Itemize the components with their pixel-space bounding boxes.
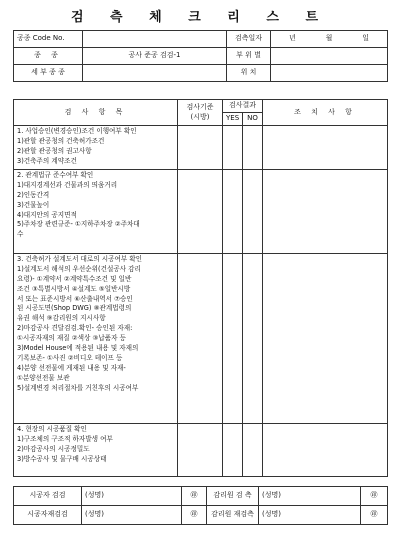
col-criteria-label: 검사기준 [186,103,214,112]
seal-mark: ㊞ [182,506,207,525]
section-item: 4)분양 선전물에 게재된 내용 및 자재- [17,363,126,372]
seal-mark: ㊞ [361,487,388,506]
section-4-action-cell[interactable] [263,424,388,477]
location-field[interactable] [271,65,388,82]
supervisor-inspect-sign[interactable]: (성명) [259,487,361,506]
section-item: 유권 해석 ⑨감리원의 지시사항 [17,314,106,323]
section-1-items [14,126,178,170]
contractor-material-sign[interactable]: (성명) [82,506,182,525]
col-item-header: 검 사 항 목 [14,100,178,126]
section-2-criteria-cell[interactable] [178,170,223,254]
section-heading: 2. 관계법규 준수여부 확인 [17,171,94,179]
inspection-table [13,99,388,477]
section-heading: 4. 현장의 시공품질 확인 [17,425,87,433]
part-label: 부 위 별 [227,48,271,65]
col-criteria-header [178,100,223,126]
section-item: 1)구조체의 구조적 하자발생 여부 [17,434,113,443]
section-1-criteria-cell[interactable] [178,126,223,170]
section-4-items [14,424,178,477]
section-item: 2)관할 관공청의 권고사항 [17,146,92,155]
section-item: 조건 ③특별시방서 ④설계도 ⑤일반시방 [17,284,131,293]
section-4-yes-cell[interactable] [223,424,243,477]
date-day-label: 일 [362,34,370,43]
signature-table [13,486,388,525]
work-field[interactable]: 공사 준공 검검-1 [83,48,227,65]
location-label: 위 치 [227,65,271,82]
section-item: 3)건축주의 계약조건 [17,156,77,165]
contractor-inspect-label: 시공자 검검 [14,487,82,506]
section-item: 된 시공도면(Shop DWG) ⑧관계법령의 [17,304,132,313]
section-item: 5)주차장 관련규준- ①지하주차장 ②주차대 [17,220,140,229]
header-info-table [13,30,388,82]
section-2-action-cell[interactable] [263,170,388,254]
supervisor-inspect-label: 감리원 검 측 [207,487,259,506]
section-4-no-cell[interactable] [243,424,263,477]
date-field[interactable] [271,31,388,48]
section-heading: 3. 건축허가 설계도서 대로의 시공여부 확인 [17,255,143,263]
seal-mark: ㊞ [182,487,207,506]
detail-field[interactable] [83,65,227,82]
section-item: 3)Model House에 적용된 내용 및 자재의 [17,344,139,353]
section-item: 수 [17,230,24,239]
section-item: 4)대지안의 공지면적 [17,210,77,219]
supervisor-reinspect-label: 감리원 재검측 [207,506,259,525]
section-item: 1)관할 관공청의 건축허가조건 [17,136,105,145]
section-2-no-cell[interactable] [243,170,263,254]
col-yes-header: YES [223,113,243,126]
page-title: 검 측 체 크 리 스 트 [70,10,330,25]
section-item: 1)대지경계선과 건물과의 띄움거리 [17,180,118,189]
section-3-criteria-cell[interactable] [178,254,223,424]
work-label: 종 종 [14,48,83,65]
section-1-no-cell[interactable] [243,126,263,170]
section-item: 3)건물높이 [17,200,50,209]
code-field[interactable] [83,31,227,48]
col-result-header: 검사결과 [223,100,263,113]
date-year-label: 년 [288,34,296,43]
section-3-no-cell[interactable] [243,254,263,424]
contractor-material-label: 시공자재검검 [14,506,82,525]
seal-mark: ㊞ [361,506,388,525]
col-criteria-sub: (시방) [190,112,210,121]
section-3-items [14,254,178,424]
section-1-action-cell[interactable] [263,126,388,170]
section-item: ①분양선전물 보관 [17,373,70,382]
section-item: 기록보존- ①사진 ②비디오 테이프 등 [17,353,123,362]
section-item: 5)설계변경 처리절차를 거친후의 시공여부 [17,383,139,392]
col-action-header: 조 치 사 항 [263,100,388,126]
section-3-yes-cell[interactable] [223,254,243,424]
section-4-criteria-cell[interactable] [178,424,223,477]
section-2-items [14,170,178,254]
section-2-yes-cell[interactable] [223,170,243,254]
code-label: 공종 Code No. [14,31,83,48]
date-month-label: 월 [325,34,333,43]
section-3-action-cell[interactable] [263,254,388,424]
section-1-yes-cell[interactable] [223,126,243,170]
section-item: 서 또는 표준시방서 ⑥산출내역서 ⑦승인 [17,294,133,303]
section-item: ①시공자재의 재질 ②색상 ③납품자 등 [17,334,126,343]
detail-label: 세 부 종 종 [14,65,83,82]
section-item: 1)설계도서 해석의 우선순위(건설공사 감리 [17,264,141,273]
section-heading: 1. 사업승인(변경승인)조건 이행여부 확인 [17,127,137,135]
supervisor-reinspect-sign[interactable]: (성명) [259,506,361,525]
section-item: 2)인동간격 [17,190,50,199]
contractor-inspect-sign[interactable]: (성명) [82,487,182,506]
section-item: 2)마감공사 견달검검.확인- 승인된 자재: [17,324,133,333]
date-label: 검측일자 [227,31,271,48]
section-item: 요령)- ①계약서 ②계약특수조건 및 일반 [17,274,132,283]
section-item: 3)방수공사 및 물구배 시공상태 [17,454,107,463]
section-item: 2)마감공사의 시공정밀도 [17,444,90,453]
col-no-header: NO [243,113,263,126]
part-field[interactable] [271,48,388,65]
